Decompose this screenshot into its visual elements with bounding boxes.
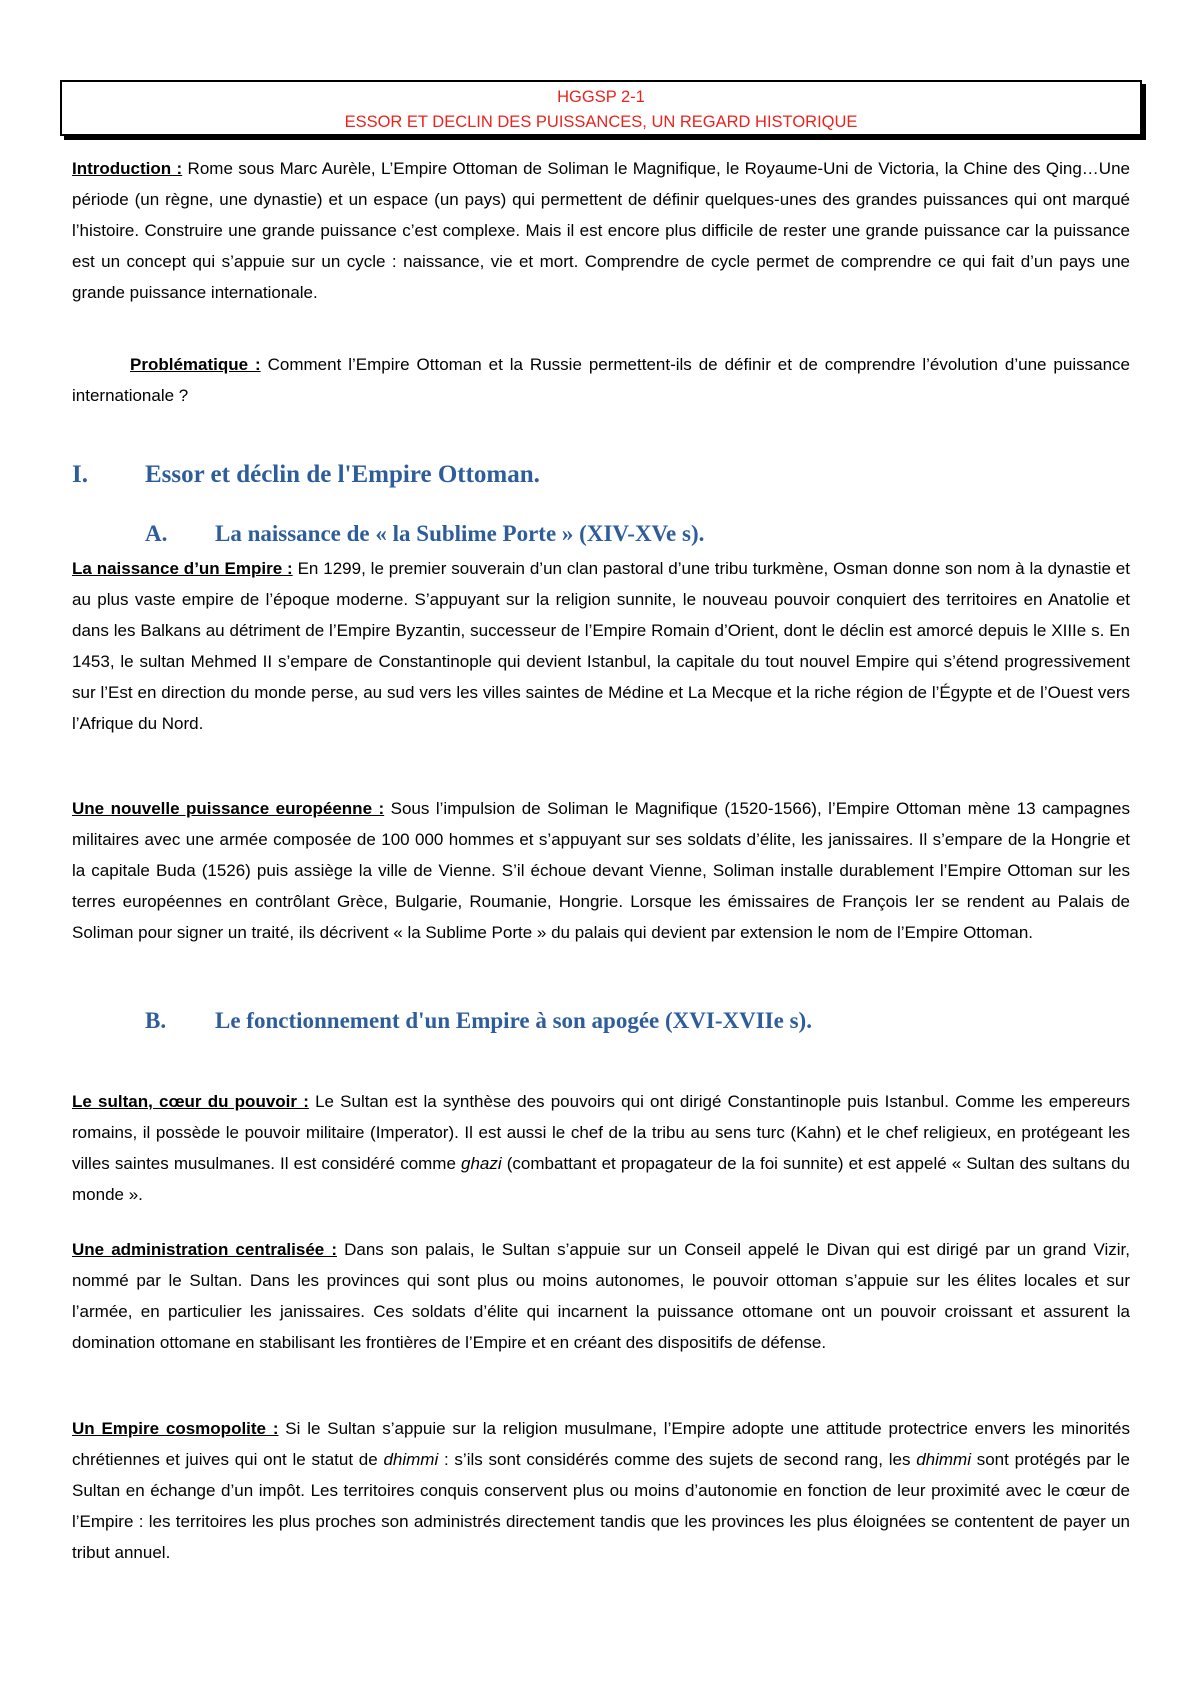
administration-paragraph: [72, 1234, 1130, 1358]
nouvelle-puissance-label: Une nouvelle puissance européenne :: [72, 799, 385, 818]
introduction-paragraph: [72, 153, 1130, 308]
naissance-label: La naissance d’un Empire :: [72, 559, 293, 578]
nouvelle-puissance-paragraph: [72, 793, 1130, 948]
introduction-label: Introduction :: [72, 159, 183, 178]
problematique-text: Comment l’Empire Ottoman et la Russie permettent-ils de définir et de comprendre l’évolution d’une puissance internationale ?: [72, 355, 1130, 405]
nouvelle-puissance-text: Sous l’impulsion de Soliman le Magnifique (1520-1566), l’Empire Ottoman mène 13 campagnes militaires avec une armée composée de 100 000 hommes et s’appuyant sur ses soldats d’élite, les janissaires. Il s’empare de la Hongrie et la capitale Buda (1526) puis assiège la ville de Vienne. S’il échoue devant Vienne, Soliman installe durablement l’Empire Ottoman sur les terres européennes en contrôlant Grèce, Bulgarie, Roumanie, Hongrie. Lorsque les émissaires de François Ier se rendent au Palais de Soliman pour signer un traité, ils décrivent « la Sublime Porte » du palais qui devient par extension le nom de l’Empire Ottoman.: [72, 799, 1130, 942]
sultan-text-1: Le Sultan est la synthèse des pouvoirs qui ont dirigé Constantinople puis Istanbul. Comme les empereurs romains, il possède le pouvoir militaire (Imperator). Il est aussi le chef de la tribu au sens turc (Kahn) et le chef religieux, en protégeant les villes saintes musulmanes. Il est considéré comme: [72, 1092, 1131, 1173]
subsection-title-b: Le fonctionnement d'un Empire à son apogée (XVI-XVIIe s).: [215, 1008, 812, 1033]
cosmopolite-text-1: Si le Sultan s’appuie sur la religion musulmane, l’Empire adopte une attitude protectrice envers les minorités chrétiennes et juives qui ont le statut de: [72, 1419, 1131, 1469]
problematique-label: Problématique :: [130, 355, 261, 374]
dhimmi-term-2: dhimmi: [916, 1450, 971, 1469]
sultan-label: Le sultan, cœur du pouvoir :: [72, 1092, 309, 1111]
problematique-paragraph: [72, 349, 1130, 411]
title-course-code: HGGSP 2-1: [557, 88, 645, 106]
administration-text: Dans son palais, le Sultan s’appuie sur un Conseil appelé le Divan qui est dirigé par un grand Vizir, nommé par le Sultan. Dans les provinces qui sont plus ou moins autonomes, le pouvoir ottoman s’appuie sur les élites locales et sur l’armée, en particulier les janissaires. Ces soldats d’élite qui incarnent la puissance ottomane ont un pouvoir croissant et assurent la domination ottomane en stabilisant les frontières de l’Empire et en créant des dispositifs de défense.: [72, 1240, 1131, 1352]
title-box: [60, 80, 1142, 136]
subsection-heading-a: [145, 518, 704, 550]
naissance-paragraph: [72, 553, 1130, 739]
administration-label: Une administration centralisée :: [72, 1240, 337, 1259]
subsection-letter-b: B.: [145, 1008, 167, 1033]
subsection-heading-b: [145, 1005, 812, 1037]
title-heading: ESSOR ET DECLIN DES PUISSANCES, UN REGARD HISTORIQUE: [344, 113, 858, 131]
ghazi-term: ghazi: [461, 1154, 502, 1173]
cosmopolite-text-2: : s’ils sont considérés comme des sujets de second rang, les: [438, 1450, 917, 1469]
subsection-title-a: La naissance de « la Sublime Porte » (XIV-XVe s).: [215, 521, 705, 546]
cosmopolite-label: Un Empire cosmopolite :: [72, 1419, 279, 1438]
introduction-text: Rome sous Marc Aurèle, L’Empire Ottoman de Soliman le Magnifique, le Royaume-Uni de Victoria, la Chine des Qing…Une période (un règne, une dynastie) et un espace (un pays) qui permettent de définir quelques-unes des grandes puissances qui ont marqué l’histoire. Construire une grande puissance c’est complexe. Mais il est encore plus difficile de rester une grande puissance car la puissance est un concept qui s’appuie sur un cycle : naissance, vie et mort. Comprendre de cycle permet de comprendre ce qui fait d’un pays une grande puissance internationale.: [72, 159, 1130, 302]
subsection-letter-a: A.: [145, 521, 168, 546]
section-number: I.: [72, 461, 88, 488]
sultan-paragraph: [72, 1086, 1130, 1210]
section-heading-1: [72, 458, 540, 492]
cosmopolite-text-3: sont protégés par le Sultan en échange d’un impôt. Les territoires conquis conservent plus ou moins d’autonomie en fonction de leur proximité avec le cœur de l’Empire : les territoires les plus proches son administrés directement tandis que les provinces les plus éloignées se contentent de payer un tribut annuel.: [72, 1450, 1131, 1562]
sultan-text-2: (combattant et propagateur de la foi sunnite) et est appelé « Sultan des sultans du monde ».: [72, 1154, 1130, 1204]
section-title: Essor et déclin de l'Empire Ottoman.: [145, 461, 540, 488]
cosmopolite-paragraph: [72, 1413, 1130, 1568]
dhimmi-term-1: dhimmi: [383, 1450, 439, 1469]
naissance-text: En 1299, le premier souverain d’un clan pastoral d’une tribu turkmène, Osman donne son nom à la dynastie et au plus vaste empire de l’époque moderne. S’appuyant sur la religion sunnite, le nouveau pouvoir conquiert des territoires en Anatolie et dans les Balkans au détriment de l’Empire Byzantin, successeur de l’Empire Romain d’Orient, dont le déclin est amorcé depuis le XIIIe s. En 1453, le sultan Mehmed II s’empare de Constantinople qui devient Istanbul, la capitale du tout nouvel Empire qui s’étend progressivement sur l’Est en direction du monde perse, au sud vers les villes saintes de Médine et La Mecque et la riche région de l’Égypte et de l’Ouest vers l’Afrique du Nord.: [72, 559, 1130, 733]
